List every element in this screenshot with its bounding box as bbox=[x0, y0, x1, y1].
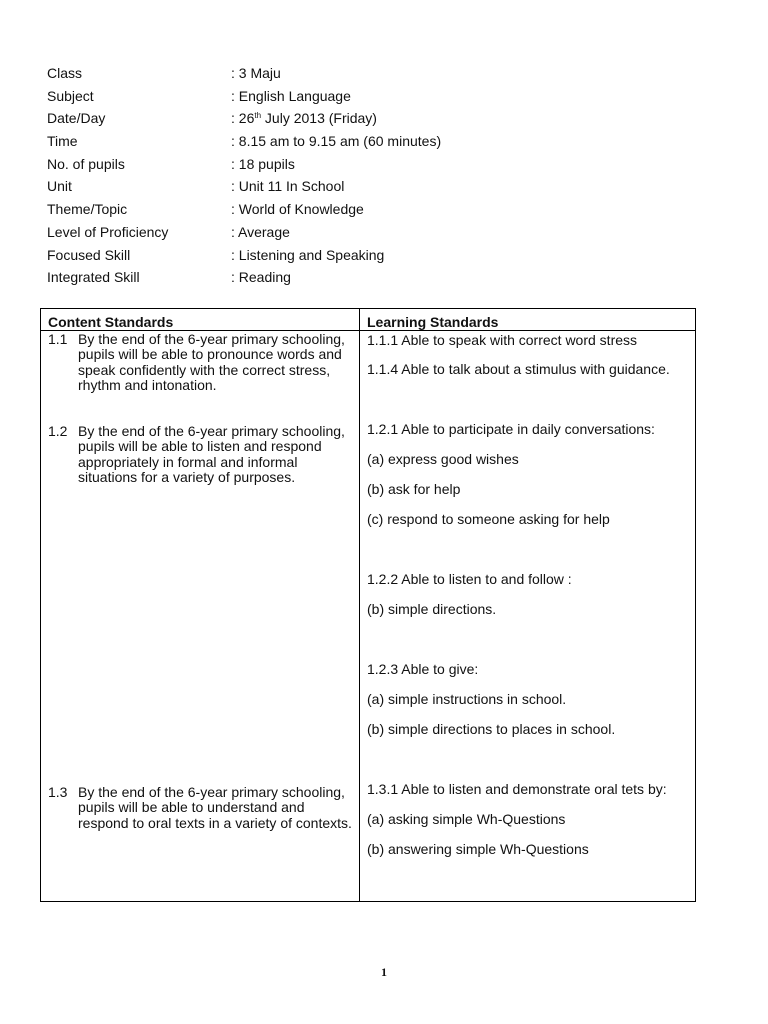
info-value: : Average bbox=[231, 223, 290, 240]
learning-standard-line: 1.2.1 Able to participate in daily conversations: bbox=[367, 421, 655, 437]
column-divider bbox=[359, 309, 360, 901]
learning-standard-line: 1.2.2 Able to listen to and follow : bbox=[367, 571, 572, 587]
content-standard-item bbox=[48, 785, 354, 831]
info-value bbox=[231, 107, 377, 130]
date-ordinal-suffix: th bbox=[254, 111, 262, 121]
standards-table bbox=[40, 308, 696, 902]
info-label: Class bbox=[47, 65, 83, 81]
learning-standard-line: 1.3.1 Able to listen and demonstrate oral tets by: bbox=[367, 781, 667, 797]
learning-standard-line: (b) simple directions. bbox=[367, 601, 497, 617]
info-value: : Listening and Speaking bbox=[231, 246, 385, 263]
learning-standard-line: (a) express good wishes bbox=[367, 451, 519, 467]
content-standard-item bbox=[48, 424, 354, 485]
learning-standard-line: 1.1.1 Able to speak with correct word stress bbox=[367, 332, 638, 348]
info-label: Level of Proficiency bbox=[47, 223, 169, 240]
info-label: Date/Day bbox=[47, 110, 106, 127]
info-value: : 18 pupils bbox=[231, 155, 295, 172]
page-number: 1 bbox=[381, 965, 387, 979]
info-value: : 8.15 am to 9.15 am (60 minutes) bbox=[231, 133, 442, 150]
content-standards-header: Content Standards bbox=[48, 314, 174, 330]
info-label: No. of pupils bbox=[47, 155, 125, 172]
learning-standard-line: (b) answering simple Wh-Questions bbox=[367, 841, 589, 857]
info-value: : World of Knowledge bbox=[231, 201, 364, 218]
learning-standard-line: (b) ask for help bbox=[367, 481, 461, 497]
date-prefix: : 26 bbox=[231, 110, 255, 127]
learning-standard-line: (b) simple directions to places in school. bbox=[367, 721, 616, 737]
learning-standards-header: Learning Standards bbox=[367, 314, 499, 330]
content-standard-number: 1.3 bbox=[48, 784, 68, 800]
content-standard-number: 1.2 bbox=[48, 423, 68, 439]
learning-standard-line: (a) asking simple Wh-Questions bbox=[367, 811, 566, 827]
content-standard-item bbox=[48, 332, 354, 393]
info-value: : Unit 11 In School bbox=[231, 178, 345, 195]
learning-standard-line: 1.1.4 Able to talk about a stimulus with guidance. bbox=[367, 361, 670, 377]
info-value: : Reading bbox=[231, 269, 291, 286]
info-label: Subject bbox=[47, 87, 94, 104]
info-label: Time bbox=[47, 133, 78, 150]
learning-standard-line: 1.2.3 Able to give: bbox=[367, 661, 479, 677]
content-standard-text: By the end of the 6-year primary schooling, pupils will be able to pronounce words and speak confidently with the correct stress, rhythm and intonation. bbox=[78, 331, 345, 393]
info-label: Theme/Topic bbox=[47, 201, 128, 218]
learning-standard-line: (c) respond to someone asking for help bbox=[367, 511, 610, 527]
info-value: : 3 Maju bbox=[231, 65, 281, 81]
date-suffix: July 2013 (Friday) bbox=[261, 110, 377, 127]
content-standard-text: By the end of the 6-year primary schooling, pupils will be able to understand and respond to oral texts in a variety of contexts. bbox=[78, 784, 352, 831]
content-standard-number: 1.1 bbox=[48, 331, 68, 347]
info-value: : English Language bbox=[231, 87, 351, 104]
content-standard-text: By the end of the 6-year primary schooling, pupils will be able to listen and respond appropriately in formal and informal situations for a variety of purposes. bbox=[78, 423, 345, 485]
learning-standard-line: (a) simple instructions in school. bbox=[367, 691, 567, 707]
info-label: Focused Skill bbox=[47, 246, 131, 263]
info-label: Unit bbox=[47, 178, 72, 195]
info-label: Integrated Skill bbox=[47, 269, 140, 286]
